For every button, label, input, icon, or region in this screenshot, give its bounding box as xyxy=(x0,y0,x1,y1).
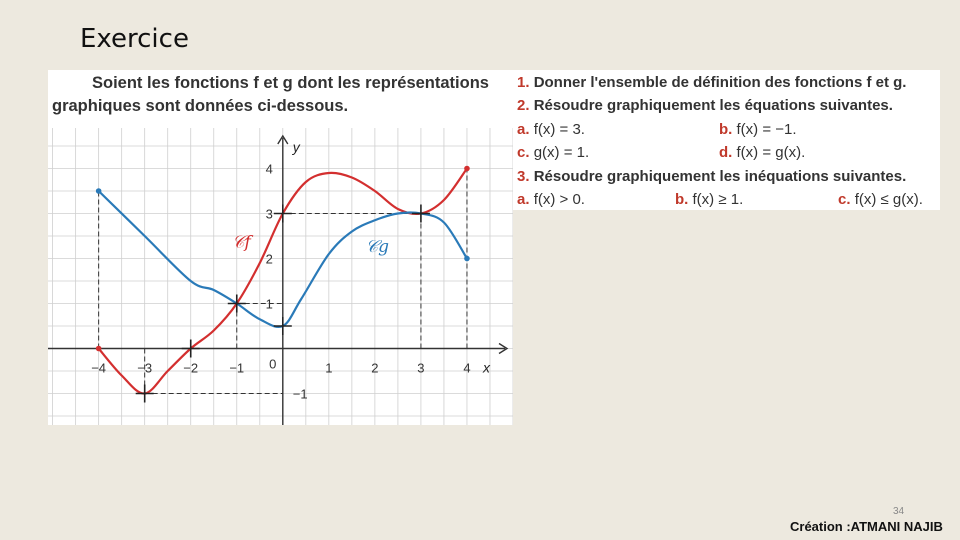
question-3b-text: f(x) ≥ 1. xyxy=(692,190,744,208)
question-2-number: 2. xyxy=(517,97,530,115)
x-tick-label: −3 xyxy=(137,360,153,376)
point-marker xyxy=(228,295,246,313)
slide-title: Exercice xyxy=(80,24,189,54)
question-2b-letter: b. xyxy=(719,120,733,138)
question-3 xyxy=(517,165,940,188)
question-3c-text: f(x) ≤ g(x). xyxy=(854,190,923,208)
statement-line-1: Soient les fonctions f et g dont les représentations xyxy=(92,74,489,92)
y-tick-label: 2 xyxy=(265,251,273,267)
curve-f-start-point xyxy=(96,346,102,352)
curve-f-label: 𝒞f xyxy=(232,232,251,253)
y-tick-label: −1 xyxy=(292,386,308,402)
x-tick-label: −2 xyxy=(183,360,199,376)
question-3a-text: f(x) > 0. xyxy=(533,190,585,208)
graph-svg xyxy=(48,128,513,425)
point-marker xyxy=(136,385,154,403)
question-2a-text: f(x) = 3. xyxy=(533,120,585,138)
y-axis-label: y xyxy=(292,139,300,155)
x-tick-label: 3 xyxy=(417,360,425,376)
y-tick-label: 3 xyxy=(265,206,273,222)
curve-f-end-point xyxy=(464,166,470,172)
x-axis-label: x xyxy=(483,359,490,376)
question-2c-text: g(x) = 1. xyxy=(533,144,590,162)
curve-g-end-point xyxy=(464,256,470,262)
x-tick-label: 4 xyxy=(463,360,471,376)
x-tick-label: −4 xyxy=(91,360,107,376)
question-3-text: Résoudre graphiquement les inéquations suivantes. xyxy=(533,167,907,185)
question-3-row xyxy=(517,188,940,211)
function-graph xyxy=(48,128,513,425)
question-2-row-cd xyxy=(517,141,940,164)
y-tick-label: 1 xyxy=(265,296,273,312)
curve-g-start-point xyxy=(96,188,102,194)
question-3-number: 3. xyxy=(517,167,530,185)
x-tick-label: 1 xyxy=(325,360,333,376)
question-3a-letter: a. xyxy=(517,190,530,208)
question-2 xyxy=(517,94,940,117)
y-tick-label: 4 xyxy=(265,161,273,177)
question-2c-letter: c. xyxy=(517,144,530,162)
question-1-text: Donner l'ensemble de définition des fonctions f et g. xyxy=(533,74,907,91)
question-3b-letter: b. xyxy=(675,190,689,208)
question-2a-letter: a. xyxy=(517,120,530,138)
point-marker xyxy=(412,205,430,223)
question-3c-letter: c. xyxy=(838,190,851,208)
question-1-number: 1. xyxy=(517,74,530,91)
author-credit: Création :ATMANI NAJIB xyxy=(790,519,943,534)
point-marker xyxy=(274,205,292,223)
page-number: 34 xyxy=(893,506,905,517)
curve-g-label: 𝒞g xyxy=(365,236,389,257)
question-2b-text: f(x) = −1. xyxy=(736,120,797,138)
question-2d-letter: d. xyxy=(719,144,733,162)
question-1 xyxy=(517,71,940,94)
x-tick-label: −1 xyxy=(229,360,245,376)
x-tick-label: 2 xyxy=(371,360,379,376)
statement-line-2: graphiques sont données ci-dessous. xyxy=(52,97,349,115)
question-2d-text: f(x) = g(x). xyxy=(736,144,806,162)
question-2-row-ab xyxy=(517,118,940,141)
origin-label: 0 xyxy=(269,356,277,372)
question-2-text: Résoudre graphiquement les équations suivantes. xyxy=(533,97,893,115)
questions-panel xyxy=(513,70,940,210)
exercise-statement xyxy=(48,70,513,128)
